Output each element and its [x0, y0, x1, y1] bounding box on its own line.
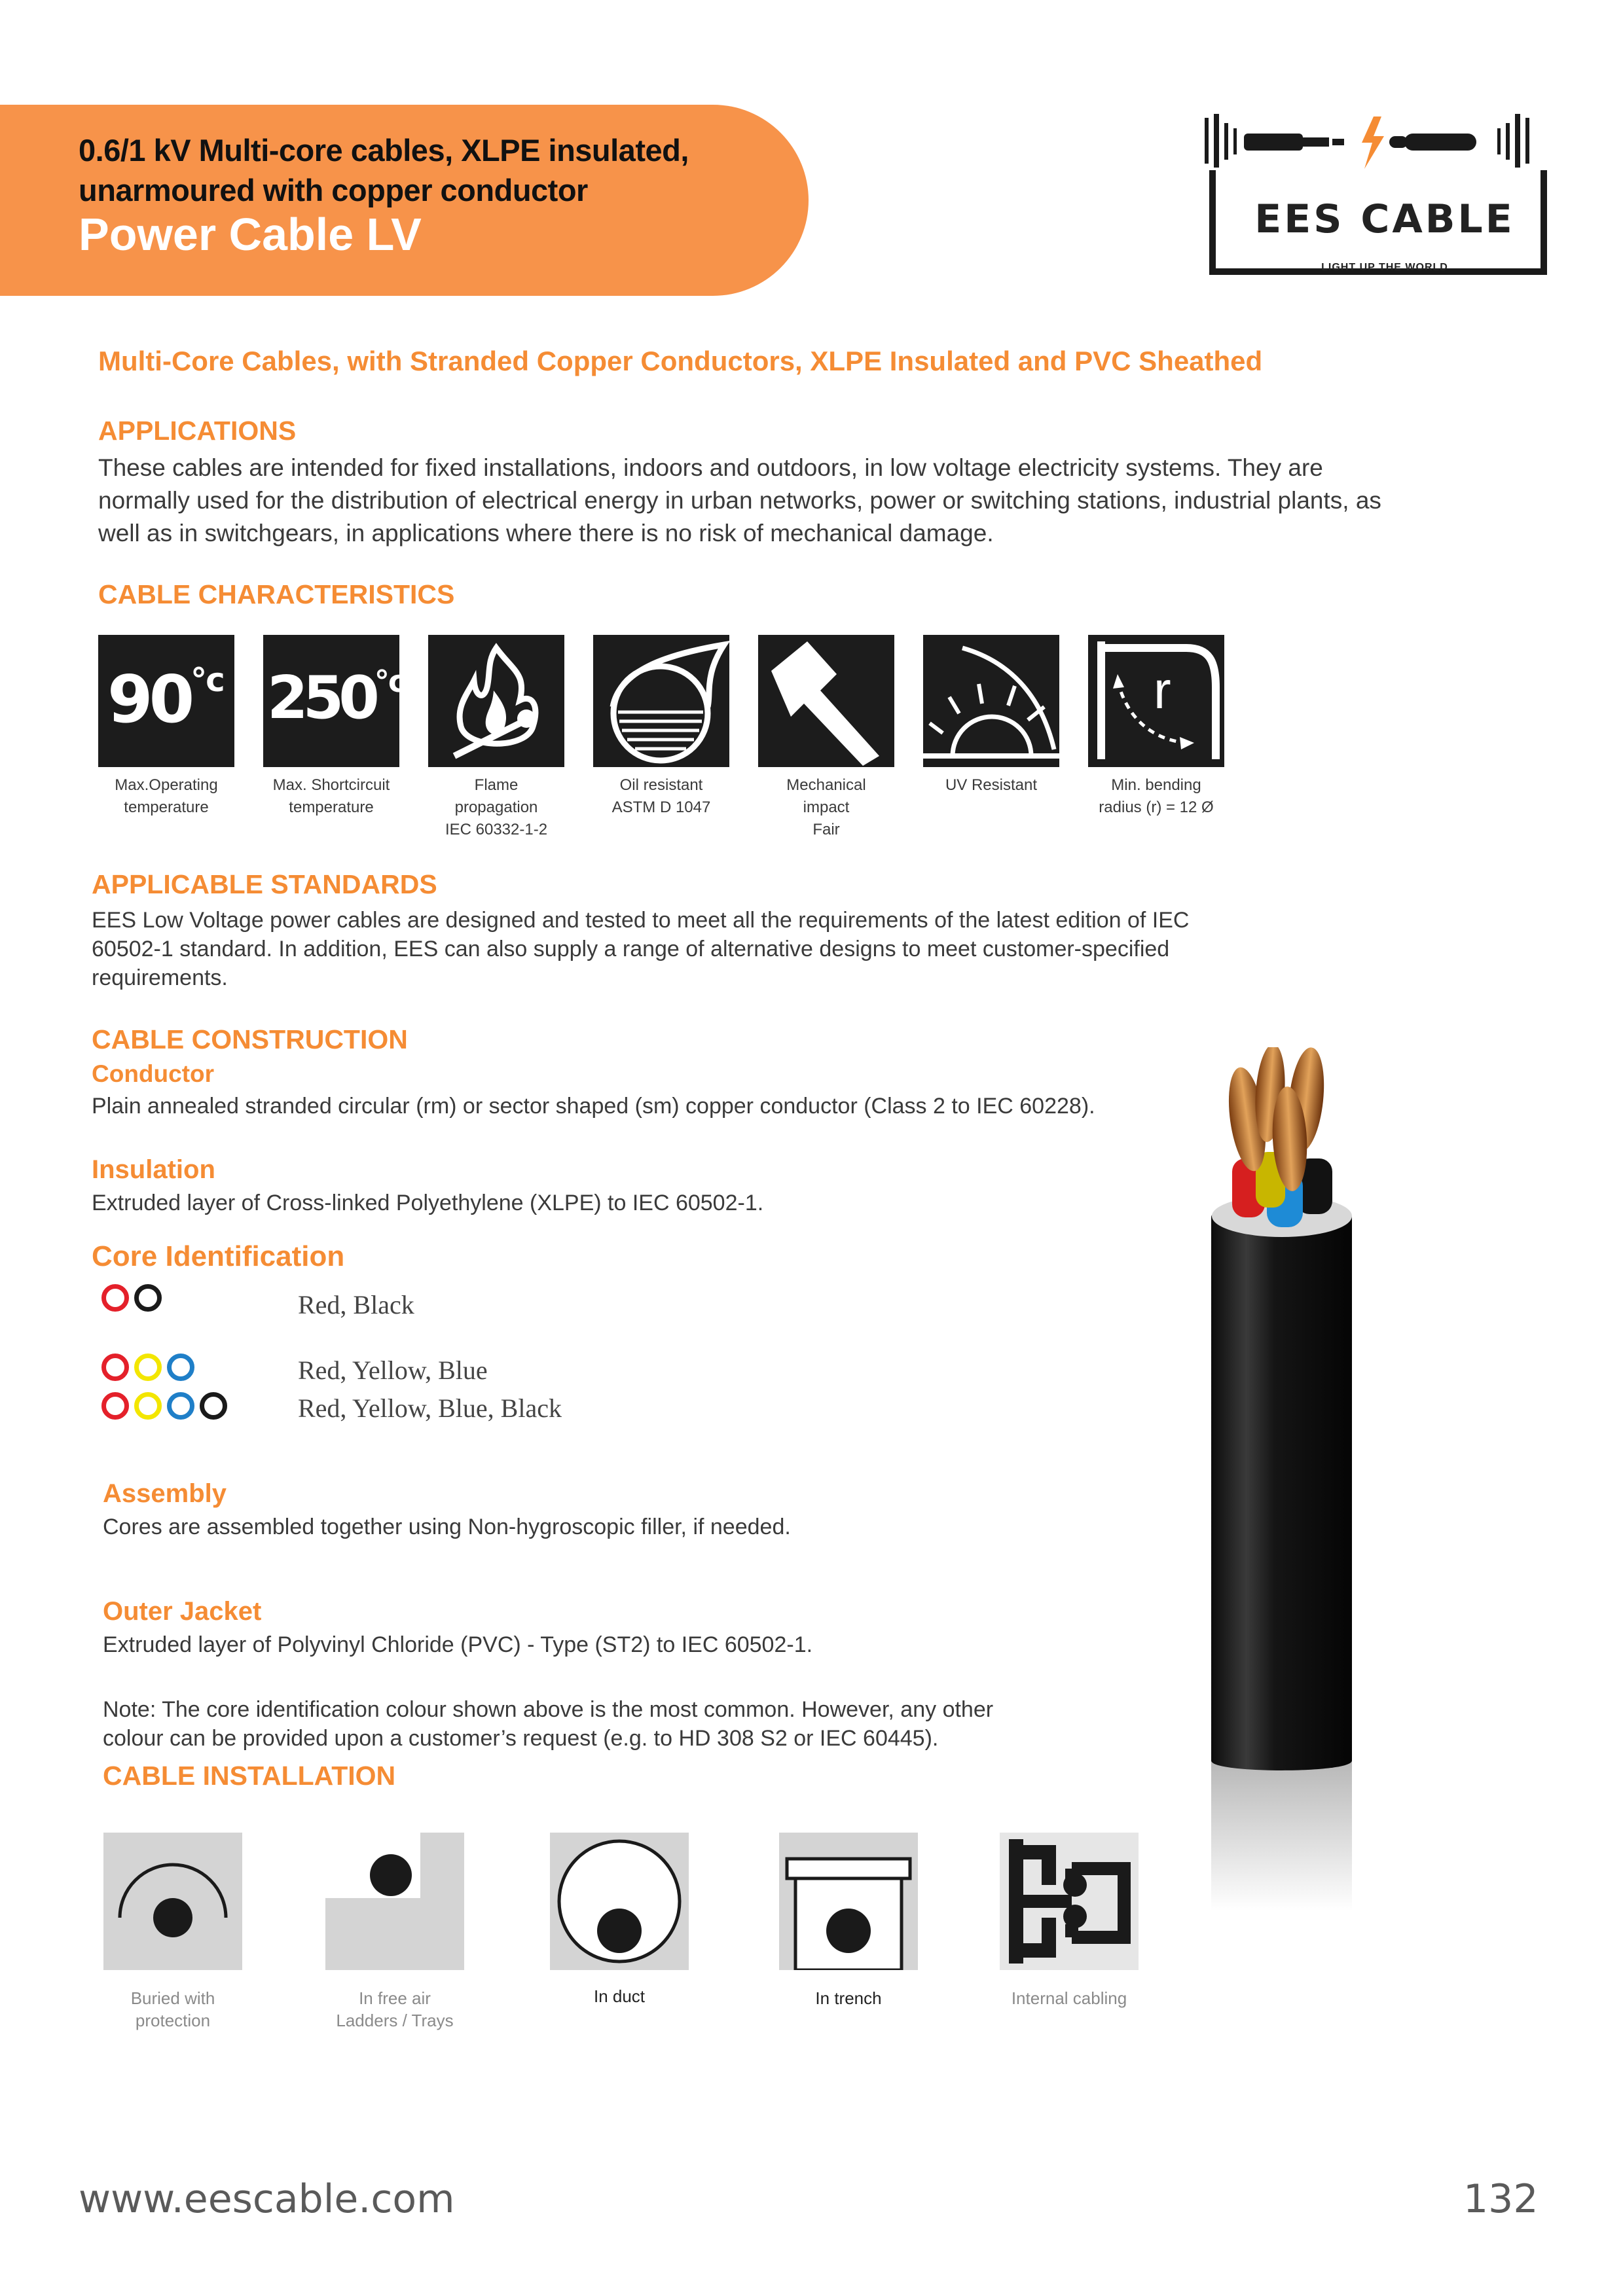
free-air-icon	[325, 1833, 464, 1970]
insulation-text: Extruded layer of Cross-linked Polyethylene (XLPE) to IEC 60502-1.	[92, 1191, 764, 1215]
temperature-90-icon	[98, 635, 234, 767]
blue-core-icon	[167, 1354, 194, 1381]
core-colour-note: Note: The core identification colour shown above is the most common. However, any other colour can be provided upon a customer’s request (e.g. to HD 308 S2 or IEC 60445).	[103, 1697, 994, 1751]
temp-unit: °c	[191, 661, 224, 699]
standards-heading: APPLICABLE STANDARDS	[92, 869, 437, 899]
black-core-icon	[134, 1284, 162, 1312]
oil-drop-icon	[593, 635, 729, 767]
installation-caption: In trench	[815, 1988, 882, 2008]
header-subtitle-line2: unarmoured with copper conductor	[79, 173, 588, 207]
applications-heading: APPLICATIONS	[98, 416, 297, 446]
installation-caption: In duct	[593, 1986, 646, 2006]
yellow-core-icon	[134, 1392, 162, 1420]
radius-symbol: r	[1154, 661, 1171, 719]
website-url: www.eescable.com	[79, 2176, 455, 2222]
sun-icon	[923, 635, 1059, 767]
characteristic-caption: Max. Shortcircuit temperature	[272, 776, 390, 816]
characteristic-caption: Flame propagation IEC 60332-1-2	[445, 776, 548, 838]
outer-jacket-heading: Outer Jacket	[103, 1597, 262, 1626]
standards-text: EES Low Voltage power cables are designed and tested to meet all the requirements of the latest edition of IEC 60502-1 standard. In addition, EES can also supply a range of alternative designs to meet customer-specified requirements.	[92, 908, 1190, 990]
page-title: Power Cable LV	[79, 209, 422, 260]
applications-line: These cables are intended for fixed installations, indoors and outdoors, in low voltage electricity systems. They are	[98, 454, 1323, 481]
flame-icon	[428, 635, 564, 767]
hammer-icon	[758, 635, 894, 767]
insulation-heading: Insulation	[92, 1155, 215, 1184]
temperature-250-icon	[263, 635, 405, 767]
construction-heading: CABLE CONSTRUCTION	[92, 1024, 408, 1054]
temp-value: 90	[107, 661, 191, 738]
characteristic-caption: Mechanical impact Fair	[786, 776, 866, 838]
assembly-text: Cores are assembled together using Non-hygroscopic filler, if needed.	[103, 1515, 791, 1539]
red-core-icon	[101, 1354, 129, 1381]
main-heading: Multi-Core Cables, with Stranded Copper Conductors, XLPE Insulated and PVC Sheathed	[98, 346, 1263, 376]
installation-caption: Buried with protection	[130, 1988, 215, 2030]
installation-heading: CABLE INSTALLATION	[103, 1761, 396, 1791]
header-subtitle-line1: 0.6/1 kV Multi-core cables, XLPE insulated,	[79, 133, 689, 168]
temp-value: 250	[267, 664, 374, 732]
logo-wordmark: EES CABLE	[1254, 196, 1515, 242]
page-number: 132	[1463, 2176, 1539, 2222]
cable-logo-icon	[1198, 105, 1565, 281]
installation-caption: In free air Ladders / Trays	[336, 1988, 454, 2030]
core-label: Red, Yellow, Blue, Black	[298, 1393, 562, 1423]
characteristic-caption: UV Resistant	[945, 776, 1038, 794]
bending-radius-icon	[1088, 635, 1224, 767]
characteristic-caption: Max.Operating temperature	[115, 776, 218, 816]
core-label: Red, Black	[298, 1290, 414, 1319]
assembly-heading: Assembly	[103, 1479, 227, 1508]
black-core-icon	[200, 1392, 227, 1420]
applications-line: normally used for the distribution of electrical energy in urban networks, power or switching stations, industrial plants, as	[98, 487, 1381, 514]
characteristics-heading: CABLE CHARACTERISTICS	[98, 579, 455, 609]
duct-icon	[550, 1833, 689, 1970]
characteristic-caption: Min. bending radius (r) = 12 Ø	[1099, 776, 1214, 816]
red-core-icon	[101, 1392, 129, 1420]
red-core-icon	[101, 1284, 129, 1312]
internal-cabling-icon	[1000, 1833, 1139, 1970]
outer-jacket-text: Extruded layer of Polyvinyl Chloride (PVC) - Type (ST2) to IEC 60502-1.	[103, 1632, 813, 1657]
blue-core-icon	[167, 1392, 194, 1420]
installation-caption: Internal cabling	[1011, 1988, 1127, 2008]
temp-unit: °c	[374, 664, 405, 699]
logo-tagline: LIGHT UP THE WORLD	[1321, 262, 1448, 273]
applications-line: well as in switchgears, in applications where there is no risk of mechanical damage.	[98, 520, 994, 547]
header-banner	[0, 105, 809, 296]
buried-icon	[103, 1833, 242, 1970]
cable-product-icon	[1198, 1047, 1388, 1911]
characteristic-caption: Oil resistant ASTM D 1047	[611, 776, 711, 816]
conductor-heading: Conductor	[92, 1060, 215, 1087]
yellow-core-icon	[134, 1354, 162, 1381]
trench-icon	[779, 1833, 918, 1970]
conductor-text: Plain annealed stranded circular (rm) or sector shaped (sm) copper conductor (Class 2 to IEC 60228).	[92, 1094, 1095, 1119]
core-identification-heading: Core Identification	[92, 1240, 345, 1272]
applications-text	[98, 452, 1571, 550]
core-label: Red, Yellow, Blue	[298, 1355, 488, 1385]
ees-cable-logo	[1198, 105, 1565, 281]
